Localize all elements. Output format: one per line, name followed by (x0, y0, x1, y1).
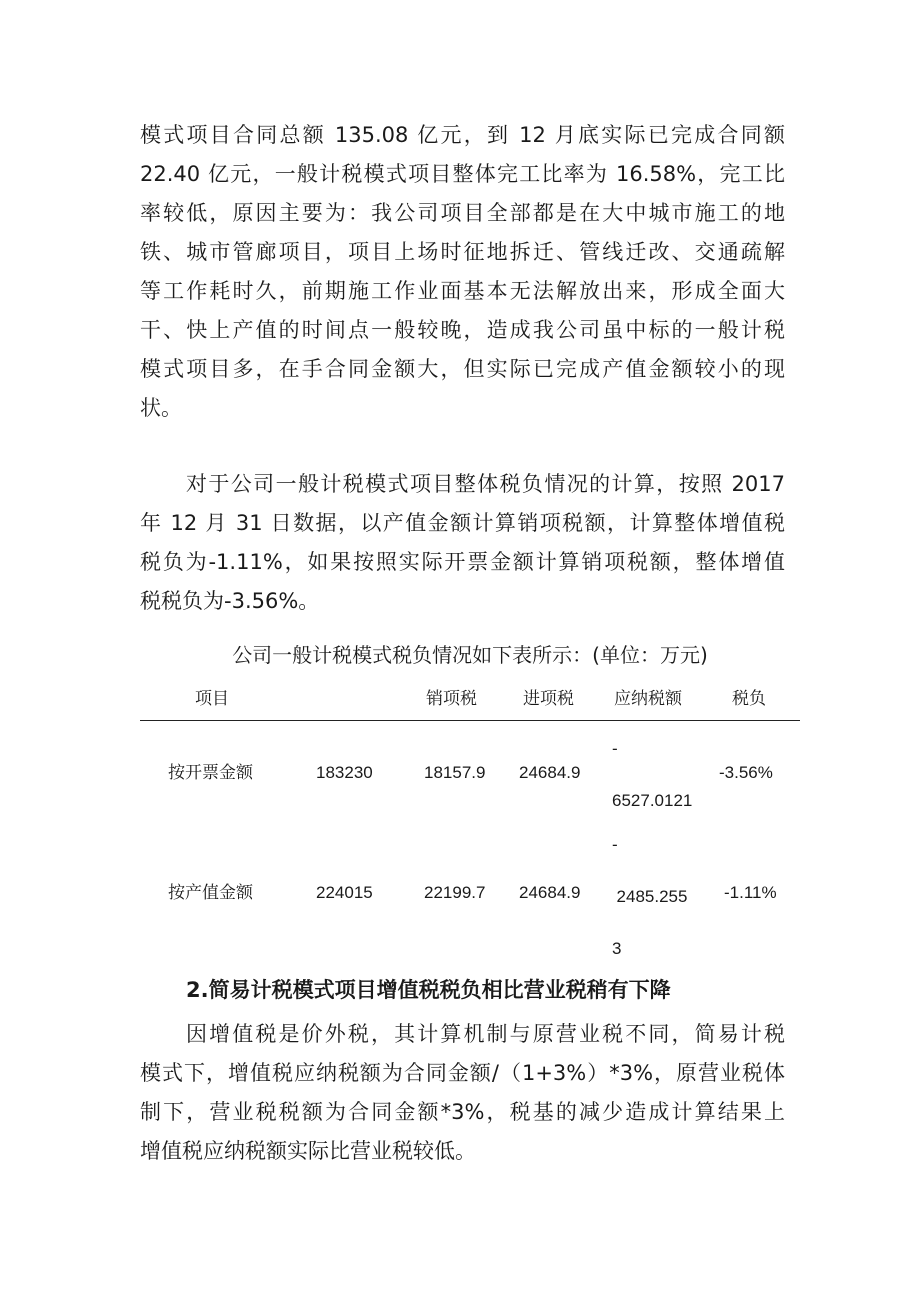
table-header-input-tax: 进项税 (523, 689, 574, 709)
table-header-payable: 应纳税额 (614, 689, 682, 709)
payable-line: 2485.255 (616, 887, 688, 906)
table-cell-burden: -1.11% (724, 883, 777, 902)
table-cell-output-tax: 18157.9 (424, 763, 486, 782)
text-line: 对于公司一般计税模式项目整体税负情况的计算，按照 2017 (186, 472, 785, 496)
payable-line (612, 858, 692, 884)
text-line: 率较低，原因主要为：我公司项目全部都是在大中城市施工的地 (140, 201, 785, 225)
text-line: 年 12 月 31 日数据，以产值金额计算销项税额，计算整体增值税 (140, 511, 785, 535)
text-line: 因增值税是价外税，其计算机制与原营业税不同，简易计税 (186, 1022, 785, 1046)
table-cell-item: 按产值金额 (168, 883, 253, 903)
paragraph-1 (140, 116, 785, 428)
text-line: 22.40 亿元，一般计税模式项目整体完工比率为 16.58%，完工比 (140, 162, 785, 186)
table-cell-payable (612, 736, 692, 814)
text-line: 增值税应纳税额实际比营业税较低。 (140, 1139, 476, 1163)
text-line: 等工作耗时久，前期施工作业面基本无法解放出来，形成全面大 (140, 279, 785, 303)
table-cell-input-tax: 24684.9 (519, 763, 581, 782)
text-line: 干、快上产值的时间点一般较晚，造成我公司虽中标的一般计税 (140, 318, 785, 342)
table-cell-output-tax: 22199.7 (424, 883, 486, 902)
table-caption: 公司一般计税模式税负情况如下表所示：(单位：万元) (232, 643, 708, 667)
text-line: 税税负为-3.56%。 (140, 589, 320, 613)
table-cell-input-tax: 24684.9 (519, 883, 581, 902)
paragraph-3 (140, 1015, 785, 1171)
payable-line: - (612, 835, 618, 854)
table-header-output-tax: 销项税 (426, 689, 477, 709)
table-cell-burden: -3.56% (719, 763, 773, 782)
table-header-burden: 税负 (732, 689, 766, 709)
text-line: 模式下，增值税应纳税额为合同金额/（1+3%）*3%，原营业税体 (140, 1061, 785, 1085)
text-line: 状。 (140, 396, 182, 420)
payable-line (612, 910, 692, 936)
payable-line: 6527.0121 (612, 791, 693, 810)
text-line: 模式项目合同总额 135.08 亿元，到 12 月底实际已完成合同额 (140, 123, 785, 147)
section-heading: 2.简易计税模式项目增值税税负相比营业税稍有下降 (186, 978, 671, 1002)
table-cell-item: 按开票金额 (168, 763, 253, 783)
payable-line: - (612, 739, 618, 758)
table-cell-amount: 224015 (316, 883, 373, 902)
text-line: 税负为-1.11%，如果按照实际开票金额计算销项税额，整体增值 (140, 550, 785, 574)
table-cell-payable (612, 832, 692, 962)
text-line: 铁、城市管廊项目，项目上场时征地拆迁、管线迁改、交通疏解 (140, 240, 785, 264)
payable-line: 3 (612, 939, 622, 958)
paragraph-2 (140, 465, 785, 621)
table-header-rule (140, 720, 800, 721)
text-line: 制下，营业税税额为合同金额*3%，税基的减少造成计算结果上 (140, 1100, 785, 1124)
table-header-item: 项目 (195, 689, 229, 709)
text-line: 模式项目多，在手合同金额大，但实际已完成产值金额较小的现 (140, 357, 785, 381)
table-cell-amount: 183230 (316, 763, 373, 782)
payable-line (612, 762, 692, 788)
